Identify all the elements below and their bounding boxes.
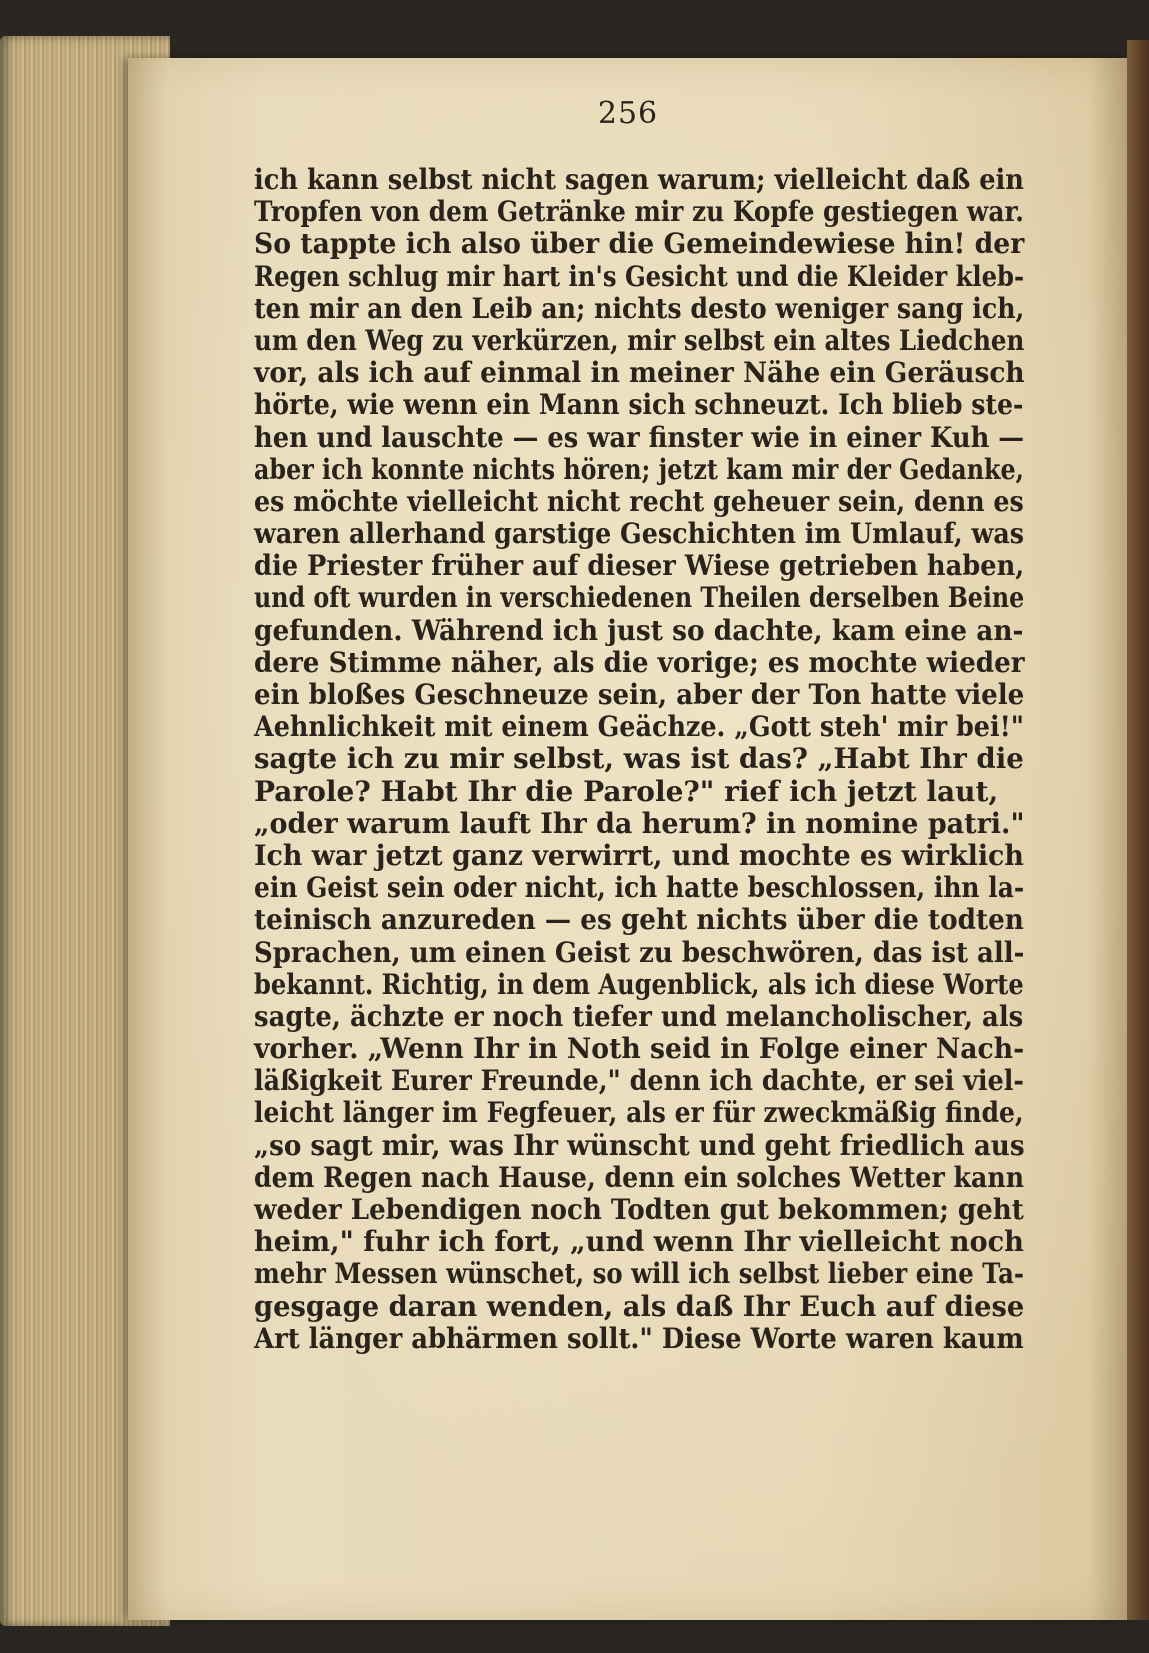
page-number: 256 [597, 96, 659, 131]
text-line: hen und lauschte — es war finster wie in einer Kuh — [254, 420, 1025, 454]
text-line: Ich war jetzt ganz verwirrt, und mochte es wirklich [254, 838, 1024, 872]
text-line: vor, als ich auf einmal in meiner Nähe ein Geräusch [254, 356, 1025, 390]
text-line: es möchte vielleicht nicht recht geheuer sein, denn es [254, 484, 1024, 518]
text-line: Tropfen von dem Getränke mir zu Kopfe gestiegen war. [254, 195, 1024, 229]
text-line: ein Geist sein oder nicht, ich hatte beschlossen, ihn la- [254, 871, 1025, 905]
text-line: Aehnlichkeit mit einem Geächze. „Gott steh' mir bei!" [254, 710, 1025, 744]
text-line: ich kann selbst nicht sagen warum; vielleicht daß ein [254, 163, 1024, 196]
text-line: dere Stimme näher, als die vorige; es mochte wieder [254, 645, 1025, 679]
text-line: weder Lebendigen noch Todten gut bekommen; geht [254, 1193, 1024, 1226]
text-line: „oder warum lauft Ihr da herum? in nomine patri." [254, 806, 1025, 840]
text-line: „so sagt mir, was Ihr wünscht und geht friedlich aus [254, 1128, 1025, 1162]
text-line: teinisch anzureden — es geht nichts über die todten [254, 903, 1024, 937]
text-line: So tappte ich also über die Gemeindewiese hin! der [254, 227, 1025, 261]
text-line: leicht länger im Fegfeuer, als er für zweckmäßig finde, [254, 1096, 1024, 1130]
text-line: um den Weg zu verkürzen, mir selbst ein altes Liedchen [254, 323, 1025, 357]
text-line: vorher. „Wenn Ihr in Noth seid in Folge einer Nach- [254, 1032, 1025, 1066]
text-line: dem Regen nach Hause, denn ein solches Wetter kann [254, 1160, 1025, 1194]
text-line: ein bloßes Geschneuze sein, aber der Ton hatte viele [254, 678, 1025, 711]
text-line: Regen schlug mir hart in's Gesicht und die Kleider kleb- [254, 259, 1025, 293]
body-text [254, 164, 1024, 1355]
text-line: gefunden. Während ich just so dachte, kam eine an- [254, 613, 1024, 647]
text-line: gesgage daran wenden, als daß Ihr Euch auf diese [254, 1289, 1025, 1323]
text-line: die Priester früher auf dieser Wiese getrieben haben, [254, 549, 1025, 583]
text-line: mehr Messen wünschet, so will ich selbst lieber eine Ta- [254, 1257, 1025, 1291]
text-line: Parole? Habt Ihr die Parole?" rief ich jetzt laut, [254, 774, 999, 808]
book-page [128, 58, 1128, 1620]
book-cover-edge [1127, 40, 1149, 1620]
text-line: Art länger abhärmen sollt." Diese Worte waren kaum [254, 1321, 1024, 1355]
text-line: heim," fuhr ich fort, „und wenn Ihr vielleicht noch [254, 1225, 1024, 1259]
text-line: bekannt. Richtig, in dem Augenblick, als ich diese Worte [254, 967, 1024, 1001]
text-line: Sprachen, um einen Geist zu beschwören, das ist all- [254, 935, 1025, 969]
text-line: und oft wurden in verschiedenen Theilen derselben Beine [254, 581, 1025, 615]
text-line: hörte, wie wenn ein Mann sich schneuzt. Ich blieb ste- [254, 388, 1024, 422]
text-line: ten mir an den Leib an; nichts desto weniger sang ich, [254, 291, 1025, 325]
text-line: sagte, ächzte er noch tiefer und melancholischer, als [254, 999, 1024, 1033]
text-line: aber ich konnte nichts hören; jetzt kam mir der Gedanke, [254, 452, 1024, 486]
text-line: waren allerhand garstige Geschichten im Umlauf, was [254, 517, 1025, 551]
text-line: sagte ich zu mir selbst, was ist das? „Habt Ihr die [254, 742, 1024, 776]
text-line: läßigkeit Eurer Freunde," denn ich dachte, er sei viel- [254, 1064, 1024, 1098]
